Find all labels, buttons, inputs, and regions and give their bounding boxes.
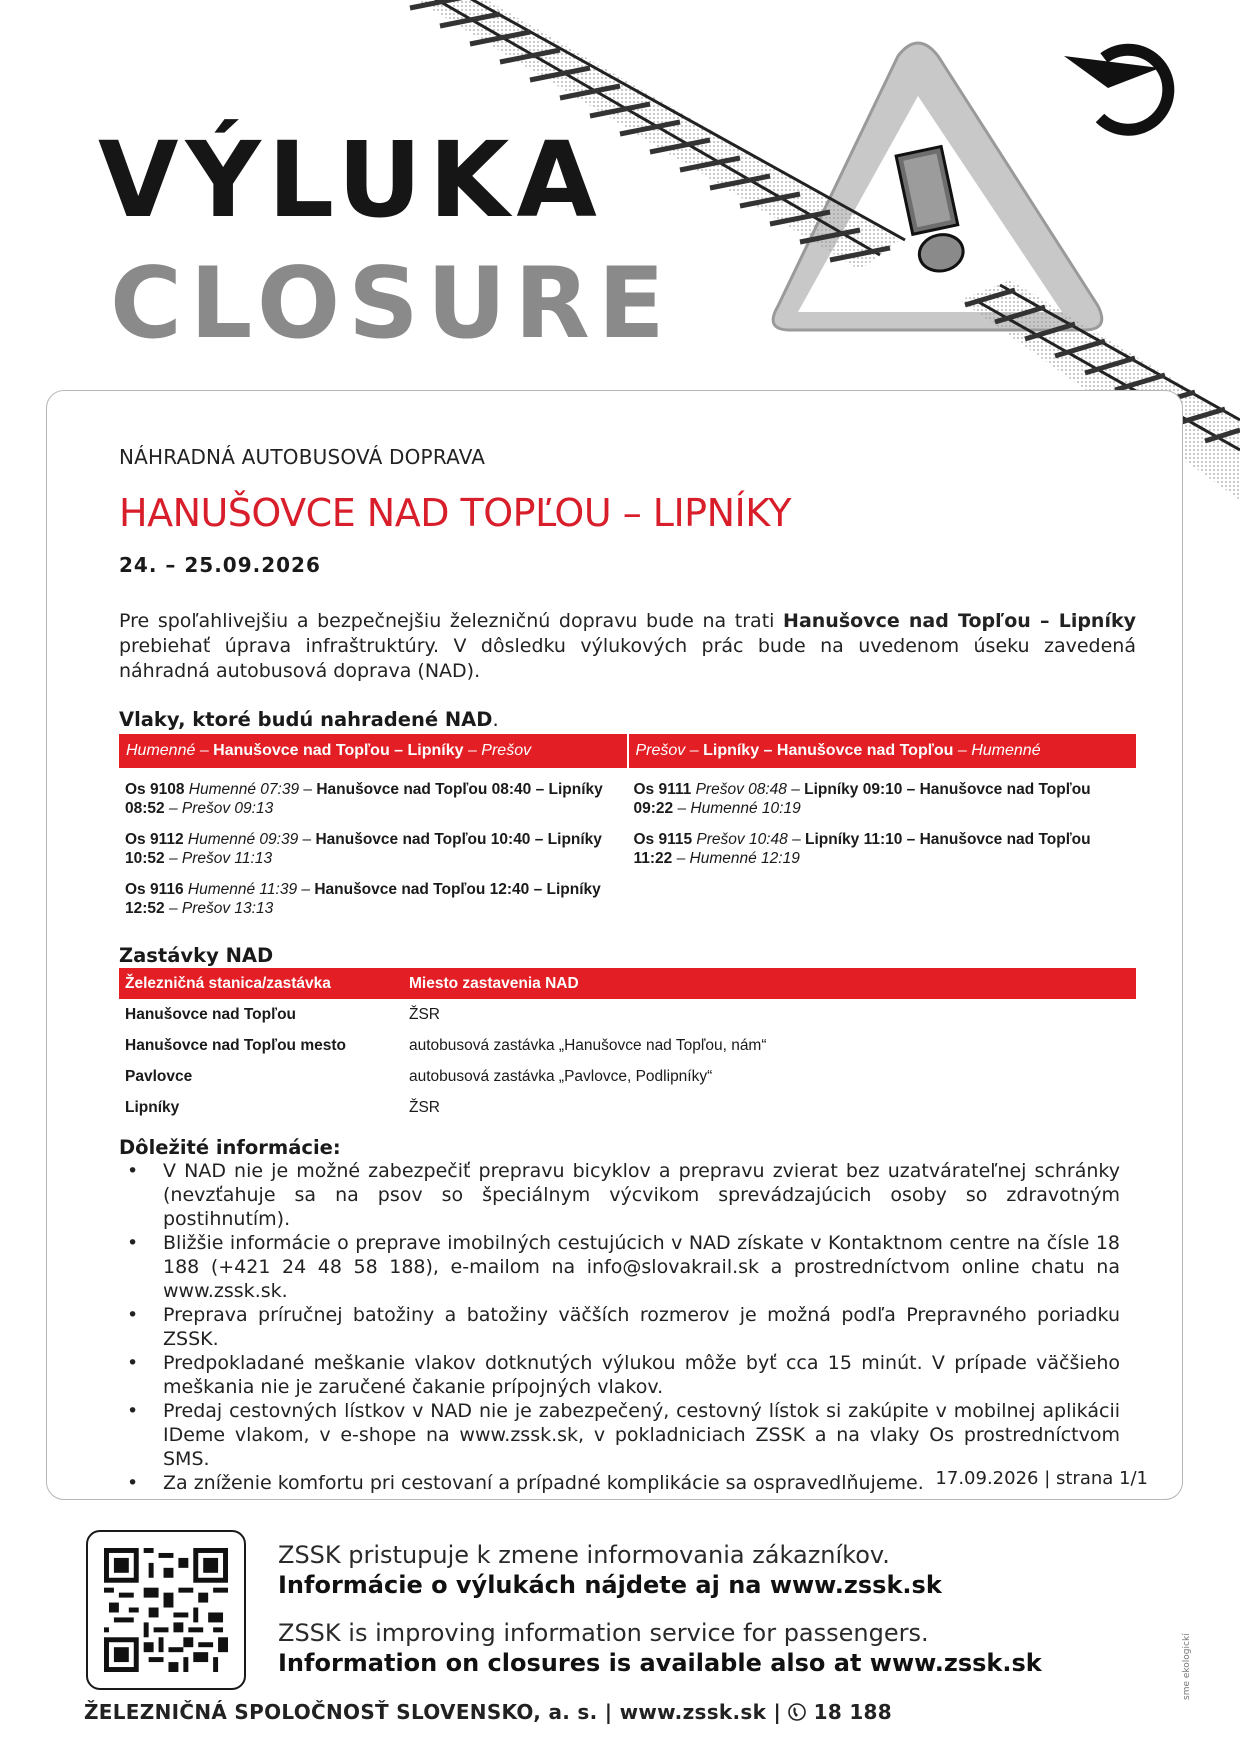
stops-table: [119, 968, 1136, 1123]
eco-label-text: sme ekologickí: [1182, 1633, 1192, 1700]
train-to: – Humenné 10:19: [673, 800, 801, 817]
bullet-icon: •: [127, 1472, 139, 1494]
stop-station: Pavlovce: [125, 1068, 193, 1085]
stop-location: ŽSR: [409, 1006, 440, 1023]
promo-sk-line1: ZSSK pristupuje k zmene informovania zákazníkov.: [278, 1541, 890, 1569]
train-section: Hanušovce nad Topľou 12:40 – Lipníky 12:52: [125, 881, 601, 917]
train-from: Prešov 10:48: [692, 831, 788, 848]
intro-text-a: Pre spoľahlivejšiu a bezpečnejšiu železničnú dopravu bude na trati: [119, 610, 784, 632]
info-text: V NAD nie je možné zabezpečiť prepravu bicyklov a prepravu zvierat bez uzatvárateľnej schránky (nevzťahuje sa na psov so špeciálnym výcvikom sprevádzajúcich osoby so zdravotným postihnutím).: [163, 1160, 1120, 1230]
info-text: Predpokladané meškanie vlakov dotknutých výlukou môže byť cca 15 minút. V prípade väčšieho meškania nie je zaručené čakanie prípojných vlakov.: [163, 1352, 1120, 1398]
train-from: Humenné 11:39: [183, 881, 298, 898]
bullet-icon: •: [127, 1352, 139, 1374]
intro-paragraph: [119, 609, 1136, 684]
closure-subtitle: CLOSURE: [110, 247, 673, 361]
train-to: – Humenné 12:19: [672, 850, 800, 867]
promo-sk-line2: Informácie o výlukách nájdete aj na www.zssk.sk: [278, 1571, 942, 1599]
train-number: Os 9115: [633, 831, 693, 848]
bullet-icon: •: [127, 1232, 139, 1254]
train-number: Os 9116: [125, 881, 184, 898]
stops-header-station: Železničná stanica/zastávka: [119, 968, 403, 999]
trains-title-text: Vlaky, ktoré budú nahradené NAD: [119, 708, 493, 731]
bullet-icon: •: [127, 1160, 139, 1182]
train-from: Prešov 08:48: [691, 781, 787, 798]
train-sep: –: [298, 831, 316, 848]
train-number: Os 9111: [633, 781, 692, 798]
important-info-title: Dôležité informácie:: [119, 1136, 341, 1159]
stop-location: autobusová zastávka „Hanušovce nad Topľou, nám“: [409, 1037, 767, 1054]
promo-en-line1: ZSSK is improving information service for passengers.: [278, 1619, 929, 1647]
info-text: Preprava príručnej batožiny a batožiny väčších rozmerov je možná podľa Prepravného poriadku ZSSK.: [163, 1304, 1120, 1350]
stop-station: Hanušovce nad Topľou mesto: [125, 1037, 346, 1054]
bullet-icon: •: [127, 1400, 139, 1422]
train-number: Os 9112: [125, 831, 184, 848]
list-item: [119, 1399, 1136, 1471]
phone-icon: [788, 1703, 806, 1721]
closure-dates: 24. – 25.09.2026: [119, 553, 321, 577]
h2-a: Prešov –: [635, 742, 704, 759]
table-row: [119, 1092, 1136, 1123]
h2-b: Lipníky – Hanušovce nad Topľou: [703, 742, 954, 759]
train-from: Humenné 07:39: [184, 781, 300, 798]
intro-route-bold: Hanušovce nad Topľou – Lipníky: [783, 610, 1136, 632]
notice-content: [119, 443, 1136, 1495]
trains-col2: [628, 768, 1137, 918]
zssk-logo-icon: [1064, 50, 1168, 130]
train-entry: [634, 768, 1131, 818]
stops-section-title: Zastávky NAD: [119, 944, 274, 967]
train-sep: –: [786, 781, 805, 798]
important-info-list: [119, 1159, 1136, 1495]
h1-c: – Prešov: [463, 742, 532, 759]
bullet-icon: •: [127, 1304, 139, 1326]
list-item: [119, 1231, 1136, 1303]
trains-section-title: [119, 708, 1136, 732]
trains-title-dot: .: [492, 708, 499, 731]
train-sep: –: [297, 881, 315, 898]
list-item: [119, 1351, 1136, 1399]
trains-col1: [119, 768, 628, 918]
route-title: HANUŠOVCE NAD TOPĽOU – LIPNÍKY: [119, 491, 791, 535]
stop-station: Hanušovce nad Topľou: [125, 1006, 297, 1023]
stop-location: ŽSR: [409, 1099, 440, 1116]
train-entry: [634, 818, 1131, 868]
train-sep: –: [787, 831, 805, 848]
h1-b: Hanušovce nad Topľou – Lipníky: [213, 742, 464, 759]
train-to: – Prešov 13:13: [164, 900, 274, 917]
train-section: Lipníky 11:10 – Hanušovce nad Topľou 11:22: [633, 831, 1091, 867]
notice-kicker: NÁHRADNÁ AUTOBUSOVÁ DOPRAVA: [119, 445, 486, 469]
table-row: [119, 1030, 1136, 1061]
info-text: Bližšie informácie o preprave imobilných cestujúcich v NAD získate v Kontaktnom centre na čísle 18 188 (+421 24 48 58 188), e-mailom na info@slovakrail.sk a prostredníctvom online chatu na www.zssk.sk.: [163, 1232, 1120, 1302]
list-item: [119, 1303, 1136, 1351]
train-section: Hanušovce nad Topľou 10:40 – Lipníky 10:52: [125, 831, 602, 867]
eco-label: [1182, 1610, 1206, 1720]
qr-code-frame[interactable]: [86, 1530, 246, 1690]
stops-header-location: Miesto zastavenia NAD: [403, 968, 1136, 999]
h2-c: – Humenné: [953, 742, 1041, 759]
train-sep: –: [299, 781, 317, 798]
replaced-trains-table: [119, 734, 1136, 918]
train-entry: [125, 868, 622, 918]
trains-col2-header: [628, 734, 1137, 768]
intro-text-c: prebiehať úprava infraštruktúry. V dôsledku výlukových prác bude na uvedenom úseku zavedená náhradná autobusová doprava (NAD).: [119, 635, 1136, 682]
train-from: Humenné 09:39: [183, 831, 299, 848]
company-phone: 18 188: [806, 1700, 892, 1724]
train-number: Os 9108: [125, 781, 185, 798]
table-row: [119, 1061, 1136, 1092]
train-section: Hanušovce nad Topľou 08:40 – Lipníky 08:52: [125, 781, 603, 817]
list-item: [119, 1159, 1136, 1231]
qr-code-icon[interactable]: [104, 1548, 228, 1672]
train-to: – Prešov 11:13: [164, 850, 273, 867]
warning-triangle-icon: [773, 43, 1102, 330]
notice-card: [46, 390, 1183, 1500]
closure-title: VÝLUKA: [98, 119, 604, 241]
stop-station: Lipníky: [125, 1099, 180, 1116]
train-entry: [125, 818, 622, 868]
h1-a: Humenné –: [126, 742, 214, 759]
table-row: [119, 999, 1136, 1030]
promo-en-line2: Information on closures is available also at www.zssk.sk: [278, 1649, 1042, 1677]
page-footer: 17.09.2026 | strana 1/1: [935, 1468, 1148, 1489]
train-section: Lipníky 09:10 – Hanušovce nad Topľou 09:22: [633, 781, 1091, 817]
stop-location: autobusová zastávka „Pavlovce, Podlipníky“: [409, 1068, 713, 1085]
company-footer: [84, 1700, 892, 1724]
info-text: Za zníženie komfortu pri cestovaní a prípadné komplikácie sa ospravedlňujeme.: [163, 1472, 924, 1494]
info-text: Predaj cestovných lístkov v NAD nie je zabezpečený, cestovný lístok si zakúpite v mobilnej aplikácii IDeme vlakom, v e-shope na www.zssk.sk, v pokladniciach ZSSK a na vlaky Os prostredníctvom SMS.: [163, 1400, 1120, 1470]
train-entry: [125, 768, 622, 818]
company-text: ŽELEZNIČNÁ SPOLOČNOSŤ SLOVENSKO, a. s. | www.zssk.sk |: [84, 1700, 789, 1724]
trains-col1-header: [119, 734, 628, 768]
train-to: – Prešov 09:13: [164, 800, 274, 817]
